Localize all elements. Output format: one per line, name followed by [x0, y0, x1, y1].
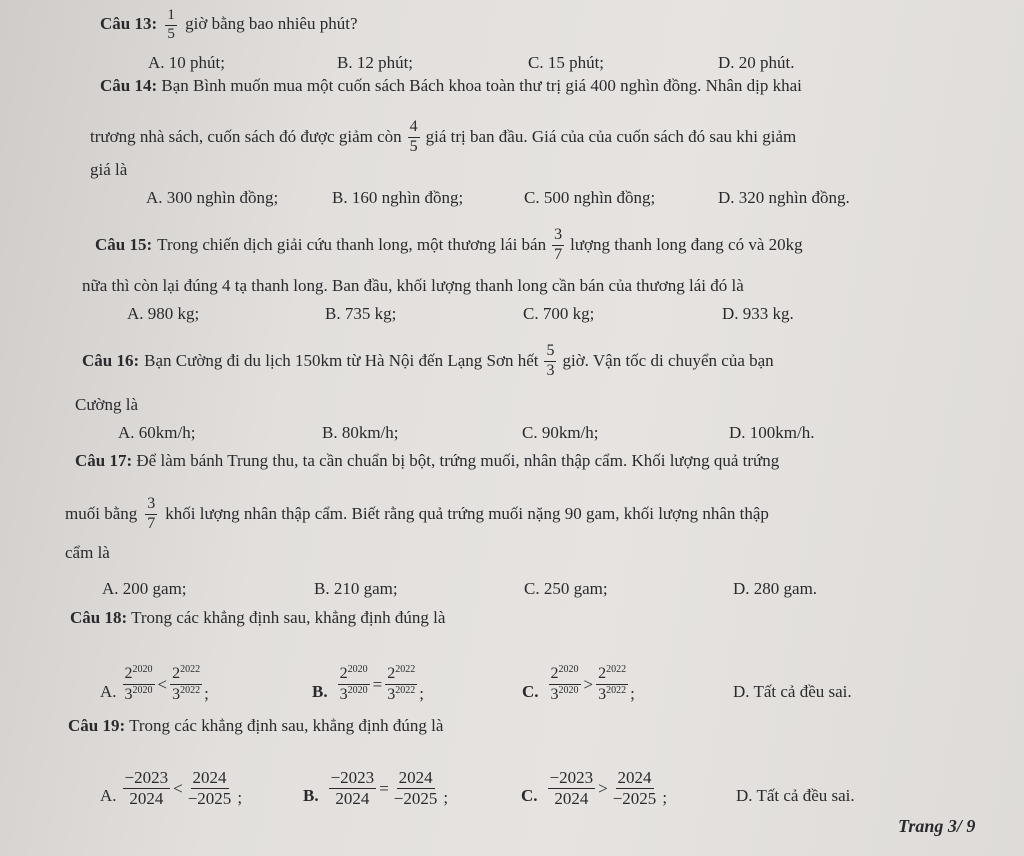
option-b: B. 12 phút; — [337, 53, 414, 72]
option-c: C. 250 gam; — [524, 579, 608, 598]
question-13 — [100, 8, 358, 43]
question-15: Câu 15: Trong chiến dịch giải cứu thanh long, một thương lái bán $\frac{3}{7}$ lượng thanh long đang có và 20kg — [95, 225, 803, 263]
option-d: D. Tất cả đều sai. — [736, 786, 855, 805]
fraction: $\frac{2^{2020}}{3^{2020}}$ — [124, 664, 153, 704]
option-c: C. 500 nghìn đồng; — [524, 188, 656, 207]
comparison: $\frac{2^{2020}}{3^{2020}}$ < $\frac{2^{2022}}{3^{2022}}$ ; — [124, 664, 209, 704]
option-c: C. $\frac{2^{2020}}{3^{2020}}$ > $\frac{2^{2022}}{3^{2022}}$ ; — [522, 664, 635, 704]
option-a: A. 10 phút; — [148, 53, 225, 72]
option-b: B. $\frac{2^{2020}}{3^{2020}}$ = $\frac{2^{2022}}{3^{2022}}$ ; — [312, 664, 424, 704]
question-15-line-2: nữa thì còn lại đúng 4 tạ thanh long. Ban đầu, khối lượng thanh long cần bán của thương lái đó là — [82, 276, 744, 295]
option-b: B. 735 kg; — [325, 304, 397, 323]
option-d: D. 20 phút. — [718, 53, 795, 72]
fraction: $\frac{-2023}{2024}$ — [124, 768, 169, 809]
fraction: $\frac{2024}{-2025}$ — [393, 768, 438, 809]
question-text: Bạn Bình muốn mua một cuốn sách Bách khoa toàn thư trị giá 400 nghìn đồng. Nhân dịp khai — [161, 76, 802, 95]
question-text: Bạn Cường đi du lịch 150km từ Hà Nội đến Lạng Sơn hết — [144, 351, 539, 370]
question-17 — [75, 451, 779, 471]
option-d: D. 280 gam. — [733, 579, 818, 598]
question-label: Câu 15: — [95, 235, 153, 254]
question-14-line-2: trương nhà sách, cuốn sách đó được giảm còn $\frac{4}{5}$ giá trị ban đầu. Giá của của cuốn sách đó sau khi giảm — [90, 117, 797, 155]
question-text: Trong chiến dịch giải cứu thanh long, một thương lái bán — [157, 235, 547, 254]
option-b: B. 210 gam; — [314, 579, 398, 598]
fraction: $\frac{5}{3}$ — [546, 341, 555, 379]
option-d: D. 933 kg. — [722, 304, 794, 323]
comparison: $\frac{2^{2020}}{3^{2020}}$ > $\frac{2^{2022}}{3^{2022}}$ ; — [550, 664, 635, 704]
fraction: $\frac{-2023}{2024}$ — [549, 768, 594, 809]
comparison: $\frac{-2023}{2024}$ < $\frac{2024}{-2025}$ ; — [124, 768, 243, 809]
fraction: $\frac{1}{5}$ — [167, 7, 175, 42]
page-number: Trang 3/ 9 — [898, 816, 976, 836]
question-label: Câu 14: — [100, 76, 158, 95]
fraction: $\frac{2^{2020}}{3^{2020}}$ — [550, 664, 579, 704]
question-text: Để làm bánh Trung thu, ta cần chuẩn bị bột, trứng muối, nhân thập cẩm. Khối lượng quả trứng — [136, 451, 780, 470]
comparison: $\frac{-2023}{2024}$ > $\frac{2024}{-2025}$ ; — [549, 768, 668, 809]
option-c: C. $\frac{-2023}{2024}$ > $\frac{2024}{-2025}$ ; — [521, 768, 668, 809]
option-a: A. 300 nghìn đồng; — [146, 188, 279, 207]
comparison: $\frac{2^{2020}}{3^{2020}}$ = $\frac{2^{2022}}{3^{2022}}$ ; — [339, 664, 424, 704]
question-text: Trong các khẳng định sau, khẳng định đúng là — [131, 608, 446, 627]
question-17-line-2: muối bằng $\frac{3}{7}$ khối lượng nhân thập cẩm. Biết rằng quả trứng muối nặng 90 gam, khối lượng nhân thập — [65, 494, 769, 532]
question-text: Trong các khẳng định sau, khẳng định đúng là — [129, 716, 444, 735]
question-14 — [100, 76, 802, 96]
fraction: $\frac{3}{7}$ — [147, 494, 156, 532]
option-b: B. 160 nghìn đồng; — [332, 188, 464, 207]
fraction: $\frac{3}{7}$ — [554, 225, 563, 263]
fraction: $\frac{2024}{-2025}$ — [612, 768, 657, 809]
fraction: $\frac{2024}{-2025}$ — [187, 768, 232, 809]
option-d: D. 320 nghìn đồng. — [718, 188, 850, 207]
comparison: $\frac{-2023}{2024}$ = $\frac{2024}{-2025}$ ; — [330, 768, 449, 809]
option-d: D. Tất cả đều sai. — [733, 682, 852, 701]
option-a: A. 60km/h; — [118, 423, 196, 442]
fraction: $\frac{2^{2022}}{3^{2022}}$ — [387, 664, 416, 704]
question-18 — [70, 608, 445, 628]
fraction: $\frac{2^{2020}}{3^{2020}}$ — [339, 664, 368, 704]
question-19 — [68, 716, 443, 736]
option-b: B. 80km/h; — [322, 423, 399, 442]
question-14-line-3: giá là — [90, 160, 128, 179]
option-a: A. $\frac{2^{2020}}{3^{2020}}$ < $\frac{2^{2022}}{3^{2022}}$ ; — [100, 664, 209, 704]
option-d: D. 100km/h. — [729, 423, 815, 442]
question-text: giờ bằng bao nhiêu phút? — [185, 14, 358, 34]
option-c: C. 15 phút; — [528, 53, 605, 72]
question-label: Câu 19: — [68, 716, 126, 735]
fraction: $\frac{2^{2022}}{3^{2022}}$ — [172, 664, 201, 704]
question-16: Câu 16: Bạn Cường đi du lịch 150km từ Hà Nội đến Lạng Sơn hết $\frac{5}{3}$ giờ. Vận tốc di chuyển của bạn — [82, 341, 774, 379]
option-a: A. 200 gam; — [102, 579, 187, 598]
question-17-line-3: cẩm là — [65, 543, 110, 562]
fraction: $\frac{2^{2022}}{3^{2022}}$ — [598, 664, 627, 704]
option-c: C. 700 kg; — [523, 304, 595, 323]
option-a: A. $\frac{-2023}{2024}$ < $\frac{2024}{-2025}$ ; — [100, 768, 243, 809]
fraction: $\frac{4}{5}$ — [409, 117, 418, 155]
option-a: A. 980 kg; — [127, 304, 200, 323]
option-c: C. 90km/h; — [522, 423, 599, 442]
option-b: B. $\frac{-2023}{2024}$ = $\frac{2024}{-2025}$ ; — [303, 768, 449, 809]
question-label: Câu 17: — [75, 451, 133, 470]
question-label: Câu 16: — [82, 351, 140, 370]
question-label: Câu 18: — [70, 608, 128, 627]
question-label: Câu 13: — [100, 14, 158, 34]
fraction: $\frac{-2023}{2024}$ — [330, 768, 375, 809]
question-16-line-2: Cường là — [75, 395, 139, 414]
